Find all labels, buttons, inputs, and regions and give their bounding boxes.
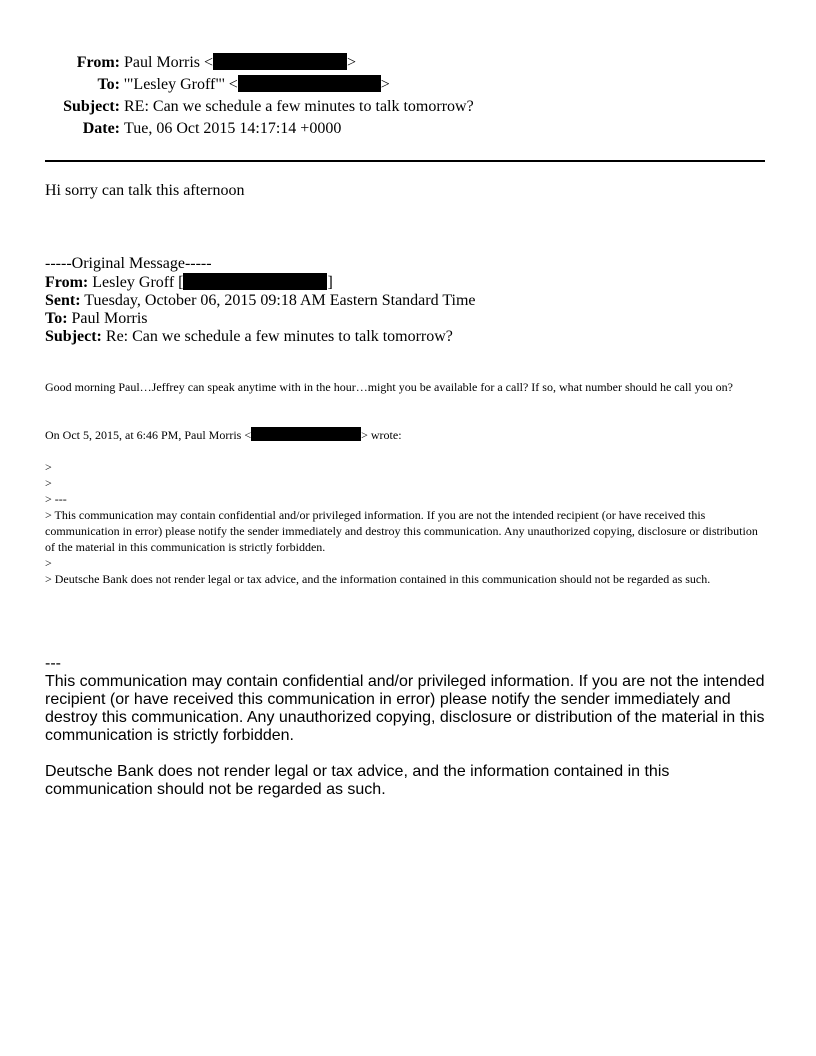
header-date-row xyxy=(45,118,545,140)
original-sent-label: Sent: xyxy=(45,292,81,309)
header-date-label: Date: xyxy=(82,120,120,137)
original-to-value: Paul Morris xyxy=(71,310,148,327)
footer-confidential: This communication may contain confidential and/or privileged information. If you are not the intended recipient (or have received this communication in error) please notify the sender immediately and destroy this communication. Any unauthorized copying, disclosure or distribution of the material in this communication is strictly forbidden. xyxy=(45,673,765,744)
header-subject-row xyxy=(45,96,545,118)
header-to-value xyxy=(124,74,390,96)
header-from-label: From: xyxy=(76,54,120,71)
original-sent-row xyxy=(45,292,476,310)
original-from-suffix: ] xyxy=(327,274,333,291)
header-date-value: Tue, 06 Oct 2015 14:17:14 +0000 xyxy=(124,120,342,137)
quote-disclaimer: > This communication may contain confidential and/or privileged information. If you are not the intended recipient (or have received this communication in error) please notify the sender immediately and destroy this communication. Any unauthorized copying, disclosure or distribution of the material in this communication is strictly forbidden. xyxy=(45,508,758,554)
quote-line: > --- xyxy=(45,492,67,506)
quote-line: > xyxy=(45,556,52,570)
header-subject-label: Subject: xyxy=(63,98,120,115)
header-to-row xyxy=(45,74,545,96)
quoted-greeting: Good morning Paul…Jeffrey can speak anytime with in the hour…might you be available for a call? If so, what number should he call you on? xyxy=(45,380,733,394)
header-from-value xyxy=(124,52,356,74)
footer-dashes: --- xyxy=(45,655,61,672)
original-to-row xyxy=(45,310,476,328)
quote-tax-advice: > Deutsche Bank does not render legal or tax advice, and the information contained in this communication should not be regarded as such. xyxy=(45,572,711,586)
attribution-prefix: On Oct 5, 2015, at 6:46 PM, Paul Morris < xyxy=(45,428,252,442)
header-from-suffix: > xyxy=(347,54,357,71)
header-to-label: To: xyxy=(97,76,120,93)
quote-line: > xyxy=(45,460,52,474)
original-message-header xyxy=(45,255,476,346)
original-from-value: Lesley Groff [ xyxy=(92,274,184,291)
header-from-name: Paul Morris < xyxy=(124,54,214,71)
header-to-name: '"Lesley Groff"' < xyxy=(124,76,238,93)
header-to-suffix: > xyxy=(380,76,390,93)
original-from-row xyxy=(45,273,476,292)
redaction-block xyxy=(213,53,347,70)
email-header xyxy=(45,52,545,140)
original-from-label: From: xyxy=(45,274,89,291)
original-sent-value: Tuesday, October 06, 2015 09:18 AM Eastern Standard Time xyxy=(84,292,476,309)
footer-disclaimer xyxy=(45,655,775,799)
header-from-row xyxy=(45,52,545,74)
header-divider xyxy=(45,160,765,162)
original-separator: -----Original Message----- xyxy=(45,255,212,272)
quoted-attribution xyxy=(45,427,770,443)
quoted-block xyxy=(45,459,770,587)
original-to-label: To: xyxy=(45,310,68,327)
redaction-block xyxy=(238,75,381,92)
quote-line: > xyxy=(45,476,52,490)
attribution-suffix: > wrote: xyxy=(361,428,402,442)
original-subject-value: Re: Can we schedule a few minutes to talk tomorrow? xyxy=(105,328,453,345)
header-subject-value: RE: Can we schedule a few minutes to talk tomorrow? xyxy=(124,98,474,115)
original-subject-row xyxy=(45,328,476,346)
redaction-block xyxy=(183,273,327,290)
reply-body: Hi sorry can talk this afternoon xyxy=(45,182,245,199)
redaction-block xyxy=(251,427,361,441)
footer-advice: Deutsche Bank does not render legal or tax advice, and the information contained in this communication should not be regarded as such. xyxy=(45,763,670,798)
original-subject-label: Subject: xyxy=(45,328,102,345)
